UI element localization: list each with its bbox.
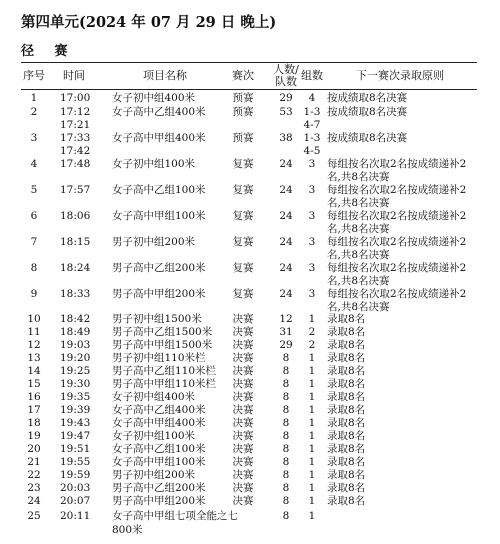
header-count-line1: 人数/ xyxy=(273,63,299,76)
row-round: 决赛 xyxy=(232,313,254,325)
row-count: 8 xyxy=(282,365,290,377)
row-groups: 1 xyxy=(308,443,316,455)
row-event: 女子高中甲组100米 xyxy=(112,456,206,468)
row-groups: 2 xyxy=(308,326,316,338)
row-groups: 1 xyxy=(308,456,316,468)
row-round: 决赛 xyxy=(232,352,254,364)
row-number: 25 xyxy=(27,510,41,522)
row-time: 19:51 xyxy=(60,443,91,455)
header-time: 时间 xyxy=(63,69,85,82)
row-groups: 2 xyxy=(308,339,316,351)
row-groups: 1 xyxy=(308,495,316,507)
row-number: 19 xyxy=(27,430,41,442)
row-event: 男子高中甲组200米 xyxy=(112,288,206,300)
row-advance-rule: 录取8名 xyxy=(327,417,366,429)
row-time: 17:48 xyxy=(60,158,91,170)
row-number: 10 xyxy=(27,313,41,325)
row-count: 8 xyxy=(282,430,290,442)
row-event: 女子高中甲组400米 xyxy=(112,417,206,429)
row-time: 19:35 xyxy=(60,391,91,403)
row-number: 16 xyxy=(27,391,41,403)
row-event: 女子初中组100米 xyxy=(112,158,196,170)
row-time: 19:39 xyxy=(60,404,91,416)
row-number: 2 xyxy=(30,106,38,118)
row-groups: 1-3 xyxy=(303,106,321,118)
row-time: 19:43 xyxy=(60,417,91,429)
row-round: 决赛 xyxy=(232,443,254,455)
row-event: 女子初中组400米 xyxy=(112,92,196,104)
header-round: 赛次 xyxy=(232,69,254,82)
header-groups: 组数 xyxy=(301,69,323,82)
row-round: 复赛 xyxy=(232,184,254,196)
row-number: 18 xyxy=(27,417,41,429)
row-event: 女子高中乙组400米 xyxy=(112,404,206,416)
row-round: 决赛 xyxy=(232,456,254,468)
row-event: 女子初中组400米 xyxy=(112,391,196,403)
row-round: 决赛 xyxy=(232,391,254,403)
row-time: 19:30 xyxy=(60,378,91,390)
row-round: 预赛 xyxy=(232,92,254,104)
row-count: 8 xyxy=(282,495,290,507)
row-count: 29 xyxy=(279,339,293,351)
row-count: 8 xyxy=(282,443,290,455)
row-count: 8 xyxy=(282,404,290,416)
row-round: 预赛 xyxy=(232,106,254,118)
row-groups: 3 xyxy=(308,158,316,170)
row-advance-rule: 每组按名次取2名按成绩递补2名,共8名决赛 xyxy=(327,262,467,287)
row-groups: 1 xyxy=(308,404,316,416)
row-groups: 1 xyxy=(308,417,316,429)
row-count: 24 xyxy=(279,262,293,274)
row-event: 男子高中乙组200米 xyxy=(112,262,206,274)
row-round: 决赛 xyxy=(232,378,254,390)
row-round: 决赛 xyxy=(232,482,254,494)
row-time: 19:55 xyxy=(60,456,91,468)
row-groups: 1 xyxy=(308,313,316,325)
row-count: 8 xyxy=(282,352,290,364)
row-groups: 1 xyxy=(308,352,316,364)
row-advance-rule: 录取8名 xyxy=(327,352,366,364)
row-count: 24 xyxy=(279,158,293,170)
row-count: 8 xyxy=(282,391,290,403)
row-round: 复赛 xyxy=(232,288,254,300)
row-time: 19:59 xyxy=(60,469,91,481)
row-round: 决赛 xyxy=(232,365,254,377)
row-count: 24 xyxy=(279,288,293,300)
row-count: 12 xyxy=(279,313,293,325)
row-number: 9 xyxy=(30,288,38,300)
row-count: 8 xyxy=(282,469,290,481)
header-event: 项目名称 xyxy=(143,69,187,82)
section-heading: 径 赛 xyxy=(21,44,76,59)
row-count: 31 xyxy=(279,326,293,338)
row-advance-rule: 录取8名 xyxy=(327,443,366,455)
row-count: 24 xyxy=(279,236,293,248)
row-time: 18:49 xyxy=(60,326,91,338)
row-event: 男子高中甲组110米栏 xyxy=(112,378,217,390)
row-groups-second: 4-7 xyxy=(303,119,321,131)
row-number: 6 xyxy=(30,210,38,222)
row-count: 8 xyxy=(282,456,290,468)
row-event: 女子高中乙组100米 xyxy=(112,184,206,196)
table-top-rule xyxy=(21,62,477,63)
row-groups: 1 xyxy=(308,378,316,390)
row-time-second: 17:21 xyxy=(60,119,91,131)
table-header-rule xyxy=(21,89,477,90)
row-count: 8 xyxy=(282,378,290,390)
row-time: 17:12 xyxy=(60,106,91,118)
row-count: 24 xyxy=(279,210,293,222)
row-event-continued: 800米 xyxy=(112,524,143,536)
row-time: 19:47 xyxy=(60,430,91,442)
row-round: 决赛 xyxy=(232,339,254,351)
row-number: 11 xyxy=(27,326,41,338)
row-round: 决赛 xyxy=(232,417,254,429)
row-number: 1 xyxy=(30,92,38,104)
row-event: 女子高中乙组100米 xyxy=(112,443,206,455)
document-title: 第四单元(2024 年 07 月 29 日 晚上) xyxy=(21,14,277,31)
row-time: 20:03 xyxy=(60,482,91,494)
row-event: 男子初中组110米栏 xyxy=(112,352,206,364)
row-count: 38 xyxy=(279,132,293,144)
row-advance-rule: 每组按名次取2名按成绩递补2名,共8名决赛 xyxy=(327,158,467,183)
row-groups: 1 xyxy=(308,482,316,494)
row-count: 29 xyxy=(279,92,293,104)
row-event: 女子高中乙组400米 xyxy=(112,106,206,118)
row-time: 18:15 xyxy=(60,236,91,248)
row-advance-rule: 每组按名次取2名按成绩递补2名,共8名决赛 xyxy=(327,288,467,313)
row-time: 17:57 xyxy=(60,184,91,196)
row-groups: 3 xyxy=(308,262,316,274)
row-advance-rule: 每组按名次取2名按成绩递补2名,共8名决赛 xyxy=(327,210,467,235)
row-time: 17:33 xyxy=(60,132,91,144)
row-time: 18:33 xyxy=(60,288,91,300)
row-time: 17:00 xyxy=(60,92,91,104)
row-event: 男子初中组200米 xyxy=(112,469,196,481)
row-round: 复赛 xyxy=(232,158,254,170)
row-count: 8 xyxy=(282,482,290,494)
row-event: 男子高中乙组200米 xyxy=(112,482,206,494)
row-advance-rule: 录取8名 xyxy=(327,482,366,494)
row-groups: 1 xyxy=(308,391,316,403)
row-advance-rule: 录取8名 xyxy=(327,456,366,468)
row-groups: 1-3 xyxy=(303,132,321,144)
row-number: 23 xyxy=(27,482,41,494)
row-time-second: 17:42 xyxy=(60,145,91,157)
header-no: 序号 xyxy=(23,69,45,82)
row-event: 男子高中乙组1500米 xyxy=(112,326,213,338)
row-number: 17 xyxy=(27,404,41,416)
row-advance-rule: 录取8名 xyxy=(327,391,366,403)
row-number: 24 xyxy=(27,495,41,507)
row-groups: 4 xyxy=(308,92,316,104)
row-time: 19:03 xyxy=(60,339,91,351)
row-round: 复赛 xyxy=(232,262,254,274)
row-count: 53 xyxy=(279,106,293,118)
row-time: 19:20 xyxy=(60,352,91,364)
row-groups: 3 xyxy=(308,236,316,248)
row-time: 18:06 xyxy=(60,210,91,222)
row-groups: 3 xyxy=(308,288,316,300)
row-advance-rule: 录取8名 xyxy=(327,378,366,390)
row-count: 8 xyxy=(282,417,290,429)
row-event: 女子高中甲组七项全能之七 xyxy=(112,510,238,522)
row-number: 4 xyxy=(30,158,38,170)
row-round: 决赛 xyxy=(232,326,254,338)
row-advance-rule: 录取8名 xyxy=(327,365,366,377)
header-rule: 下一赛次录取原则 xyxy=(356,69,444,82)
row-number: 3 xyxy=(30,132,38,144)
row-number: 7 xyxy=(30,236,38,248)
row-groups: 1 xyxy=(308,365,316,377)
row-advance-rule: 录取8名 xyxy=(327,469,366,481)
row-number: 8 xyxy=(30,262,38,274)
row-event: 男子初中组200米 xyxy=(112,236,196,248)
row-advance-rule: 按成绩取8名决赛 xyxy=(327,92,408,104)
row-count: 24 xyxy=(279,184,293,196)
row-event: 女子高中甲组100米 xyxy=(112,210,206,222)
row-round: 预赛 xyxy=(232,132,254,144)
row-round: 复赛 xyxy=(232,210,254,222)
row-advance-rule: 录取8名 xyxy=(327,404,366,416)
row-advance-rule: 每组按名次取2名按成绩递补2名,共8名决赛 xyxy=(327,236,467,261)
row-number: 5 xyxy=(30,184,38,196)
row-event: 男子高中甲组1500米 xyxy=(112,339,213,351)
row-round: 复赛 xyxy=(232,236,254,248)
row-groups: 1 xyxy=(308,510,316,522)
row-number: 12 xyxy=(27,339,41,351)
row-groups: 3 xyxy=(308,210,316,222)
row-groups: 1 xyxy=(308,430,316,442)
row-advance-rule: 按成绩取8名决赛 xyxy=(327,106,408,118)
row-number: 14 xyxy=(27,365,41,377)
row-time: 18:24 xyxy=(60,262,91,274)
header-count-line2: 队数 xyxy=(275,75,297,88)
row-round: 决赛 xyxy=(232,469,254,481)
row-event: 男子高中甲组200米 xyxy=(112,495,206,507)
row-number: 15 xyxy=(27,378,41,390)
row-round: 决赛 xyxy=(232,495,254,507)
row-round: 决赛 xyxy=(232,430,254,442)
row-number: 21 xyxy=(27,456,41,468)
row-number: 13 xyxy=(27,352,41,364)
row-time: 19:25 xyxy=(60,365,91,377)
row-count: 8 xyxy=(282,510,290,522)
row-round: 决赛 xyxy=(232,404,254,416)
row-advance-rule: 录取8名 xyxy=(327,326,366,338)
row-time: 18:42 xyxy=(60,313,91,325)
row-groups: 1 xyxy=(308,469,316,481)
row-groups-second: 4-5 xyxy=(303,145,321,157)
row-advance-rule: 录取8名 xyxy=(327,339,366,351)
row-number: 22 xyxy=(27,469,41,481)
row-advance-rule: 每组按名次取2名按成绩递补2名,共8名决赛 xyxy=(327,184,467,209)
row-advance-rule: 录取8名 xyxy=(327,495,366,507)
row-event: 男子高中乙组110米栏 xyxy=(112,365,217,377)
row-event: 女子高中甲组400米 xyxy=(112,132,206,144)
row-advance-rule: 按成绩取8名决赛 xyxy=(327,132,408,144)
row-advance-rule: 录取8名 xyxy=(327,430,366,442)
row-time: 20:11 xyxy=(60,510,91,522)
row-event: 女子初中组100米 xyxy=(112,430,196,442)
row-number: 20 xyxy=(27,443,41,455)
row-groups: 3 xyxy=(308,184,316,196)
row-advance-rule: 录取8名 xyxy=(327,313,366,325)
row-event: 男子初中组1500米 xyxy=(112,313,202,325)
row-time: 20:07 xyxy=(60,495,91,507)
